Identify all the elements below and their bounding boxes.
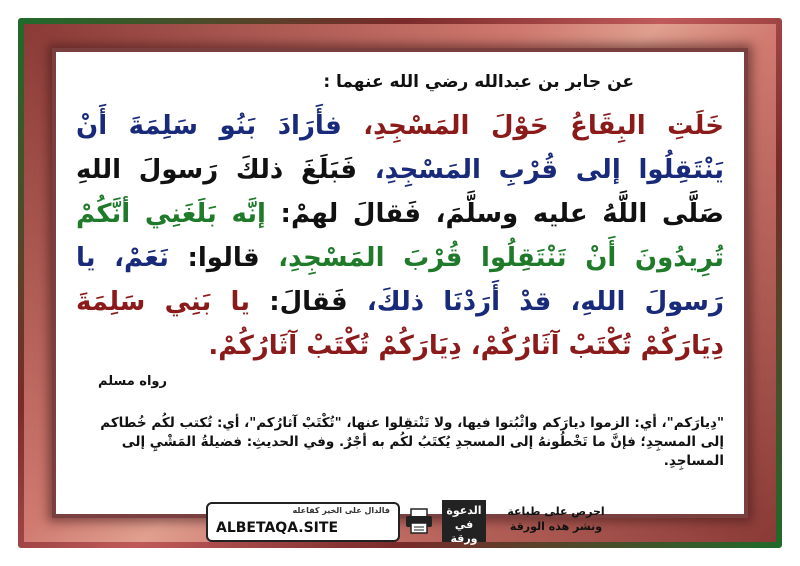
- hadith-part: إنَّه بَلَغَنِي أنَّكُمْ تُرِيدُونَ أَنْ تَنْتَقِلُوا قُرْبَ المَسْجِدِ،: [76, 199, 724, 273]
- site-box[interactable]: [206, 502, 400, 542]
- narrator-line: عن جابر بن عبدالله رضي الله عنهما :: [323, 72, 634, 92]
- print-appeal: [496, 504, 616, 534]
- source-label: رواه مسلم: [98, 374, 167, 389]
- hadith-part: نَعَمْ، يا رَسولَ اللهِ، قدْ أَرَدْنَا ذلكَ،: [76, 243, 724, 317]
- hadith-part: خَلَتِ البِقَاعُ حَوْلَ المَسْجِدِ،: [363, 111, 724, 141]
- site-url[interactable]: ALBETAQA.SITE: [216, 520, 339, 536]
- explanation-note: "دِيارَكم"، أي: الزموا ديارَكم واثْبُتوا فيها، ولا تَنْتقِلوا عنها، "تُكْتَبْ آثارُكم"، أي: تُكتب لكُم خُطاكم إلى المسجِدِ؛ فإنَّ ما تَخْطُونهُ إلى المسجدِ يُكتَبُ لكُم به أجْرٌ. وفي الحديثِ: فضيلةُ المَشْيِ إلى المساجِدِ.: [100, 415, 724, 469]
- footer: [206, 500, 606, 545]
- card: [56, 52, 744, 545]
- hadith-part: فَقالَ:: [269, 287, 348, 317]
- hadith-part: فَبَلَغَ ذلكَ رَسولَ اللهِ صَلَّى اللَّهُ عليه وسلَّمَ، فَقالَ لهمْ:: [76, 155, 724, 229]
- brand-logo: الدعوة في ورقة: [442, 500, 486, 542]
- hadith-text: [76, 104, 724, 368]
- appeal-line: احرص على طباعة: [507, 505, 605, 518]
- site-slogan: فالدال على الخير كفاعله: [292, 506, 390, 515]
- hadith-part: فأَرَادَ بَنُو سَلِمَةَ أَنْ يَنْتَقِلُوا إلى قُرْبِ المَسْجِدِ،: [76, 111, 724, 185]
- hadith-part: قالوا:: [187, 243, 260, 273]
- printer-icon: [404, 508, 434, 534]
- hadith-part: يا بَنِي سَلِمَةَ دِيَارَكُمْ تُكْتَبْ آثَارُكُمْ، دِيَارَكُمْ تُكْتَبْ آثَارُكُمْ.: [76, 287, 724, 361]
- appeal-line: ونشر هذه الورقة: [509, 520, 603, 533]
